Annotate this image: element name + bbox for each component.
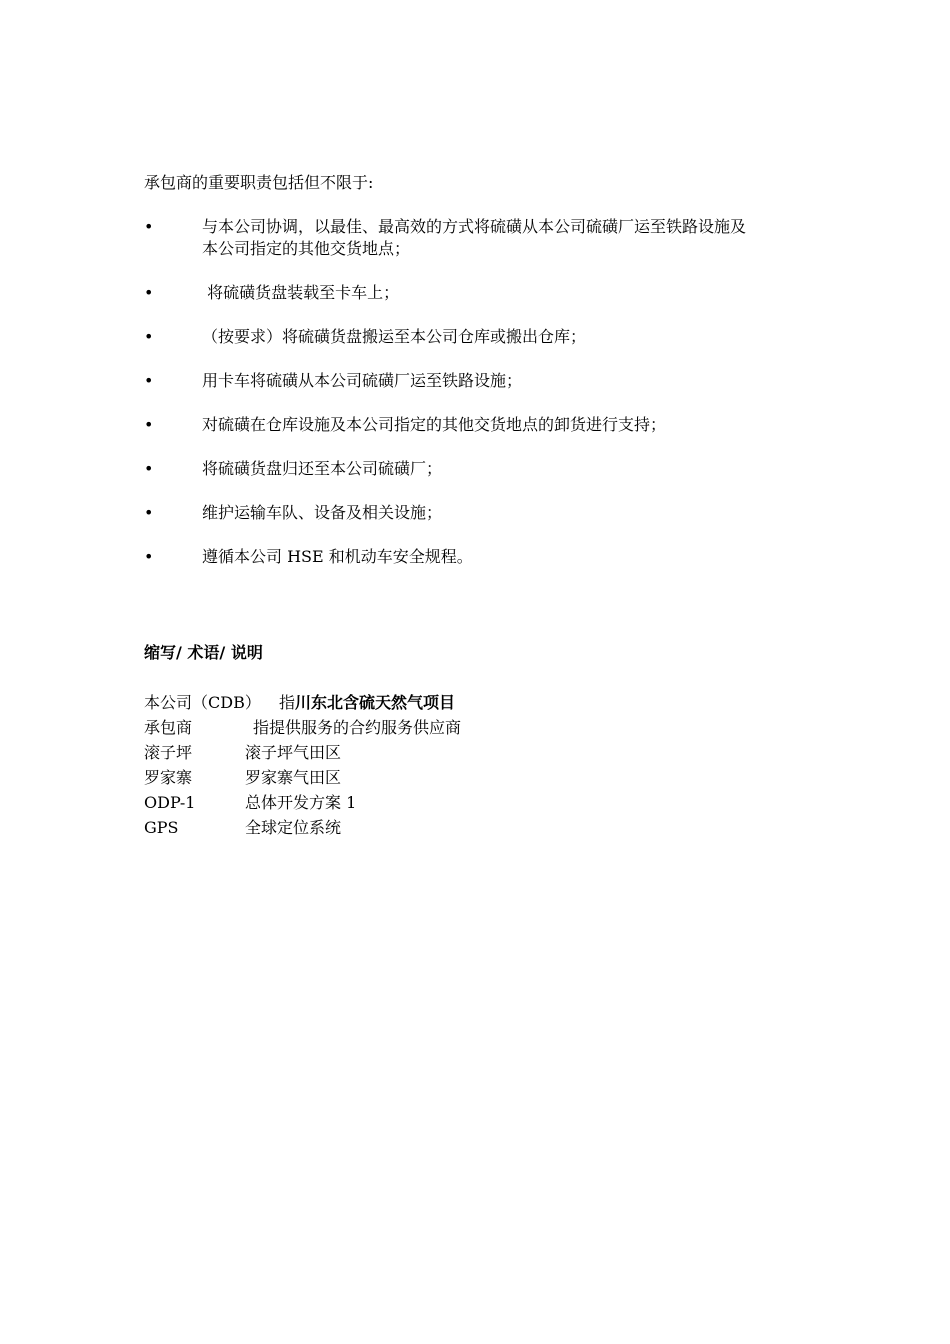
list-item-text: 将硫磺货盘装载至卡车上； xyxy=(202,283,400,302)
list-item-text: 维护运输车队、设备及相关设施； xyxy=(202,503,443,522)
list-item xyxy=(144,326,824,348)
list-item-text: 遵循本公司 HSE 和机动车安全规程。 xyxy=(202,547,473,566)
glossary-row xyxy=(144,767,744,792)
glossary-definition: 罗家寨气田区 xyxy=(245,768,342,787)
bullet-icon: • xyxy=(144,327,154,346)
responsibility-list xyxy=(144,216,824,590)
glossary-row xyxy=(144,692,744,717)
list-item xyxy=(144,546,824,568)
glossary-definition-prefix: 指 xyxy=(279,693,296,712)
list-item xyxy=(144,414,824,436)
bullet-icon: • xyxy=(144,503,154,522)
section-title: 缩写/ 术语/ 说明 xyxy=(144,643,263,662)
glossary-row xyxy=(144,817,744,842)
glossary-table xyxy=(144,692,744,842)
glossary-term: 本公司（CDB） xyxy=(144,693,261,712)
bullet-icon: • xyxy=(144,371,154,390)
glossary-definition: 总体开发方案 1 xyxy=(245,793,357,812)
glossary-definition: 全球定位系统 xyxy=(245,818,342,837)
bullet-icon: • xyxy=(144,547,154,566)
bullet-icon: • xyxy=(144,415,154,434)
bullet-icon: • xyxy=(144,459,154,478)
glossary-row xyxy=(144,792,744,817)
list-item xyxy=(144,282,824,304)
list-item xyxy=(144,502,824,524)
intro-text: 承包商的重要职责包括但不限于: xyxy=(144,173,374,192)
list-item xyxy=(144,216,824,260)
list-item-text: 对硫磺在仓库设施及本公司指定的其他交货地点的卸货进行支持； xyxy=(202,415,667,434)
list-item-text: 用卡车将硫磺从本公司硫磺厂运至铁路设施； xyxy=(202,371,523,390)
list-item-text: （按要求）将硫磺货盘搬运至本公司仓库或搬出仓库； xyxy=(202,327,587,346)
glossary-definition-bold: 川东北含硫天然气项目 xyxy=(295,693,456,712)
glossary-row xyxy=(144,742,744,767)
list-item-text: 将硫磺货盘归还至本公司硫磺厂； xyxy=(202,459,443,478)
glossary-term: 滚子坪 xyxy=(144,743,193,762)
list-item xyxy=(144,458,824,480)
glossary-term: ODP-1 xyxy=(144,793,196,812)
list-item-text-line2: 本公司指定的其他交货地点； xyxy=(202,239,411,258)
glossary-definition: 滚子坪气田区 xyxy=(245,743,342,762)
glossary-definition xyxy=(279,692,455,714)
list-item-text-line1: 与本公司协调，以最佳、最高效的方式将硫磺从本公司硫磺厂运至铁路设施及 xyxy=(202,217,747,236)
bullet-icon: • xyxy=(144,217,154,236)
glossary-definition: 指提供服务的合约服务供应商 xyxy=(253,718,462,737)
glossary-term: 承包商 xyxy=(144,718,193,737)
list-item xyxy=(144,370,824,392)
glossary-term: 罗家寨 xyxy=(144,768,193,787)
glossary-row xyxy=(144,717,744,742)
glossary-term: GPS xyxy=(144,818,179,837)
bullet-icon: • xyxy=(144,283,154,302)
